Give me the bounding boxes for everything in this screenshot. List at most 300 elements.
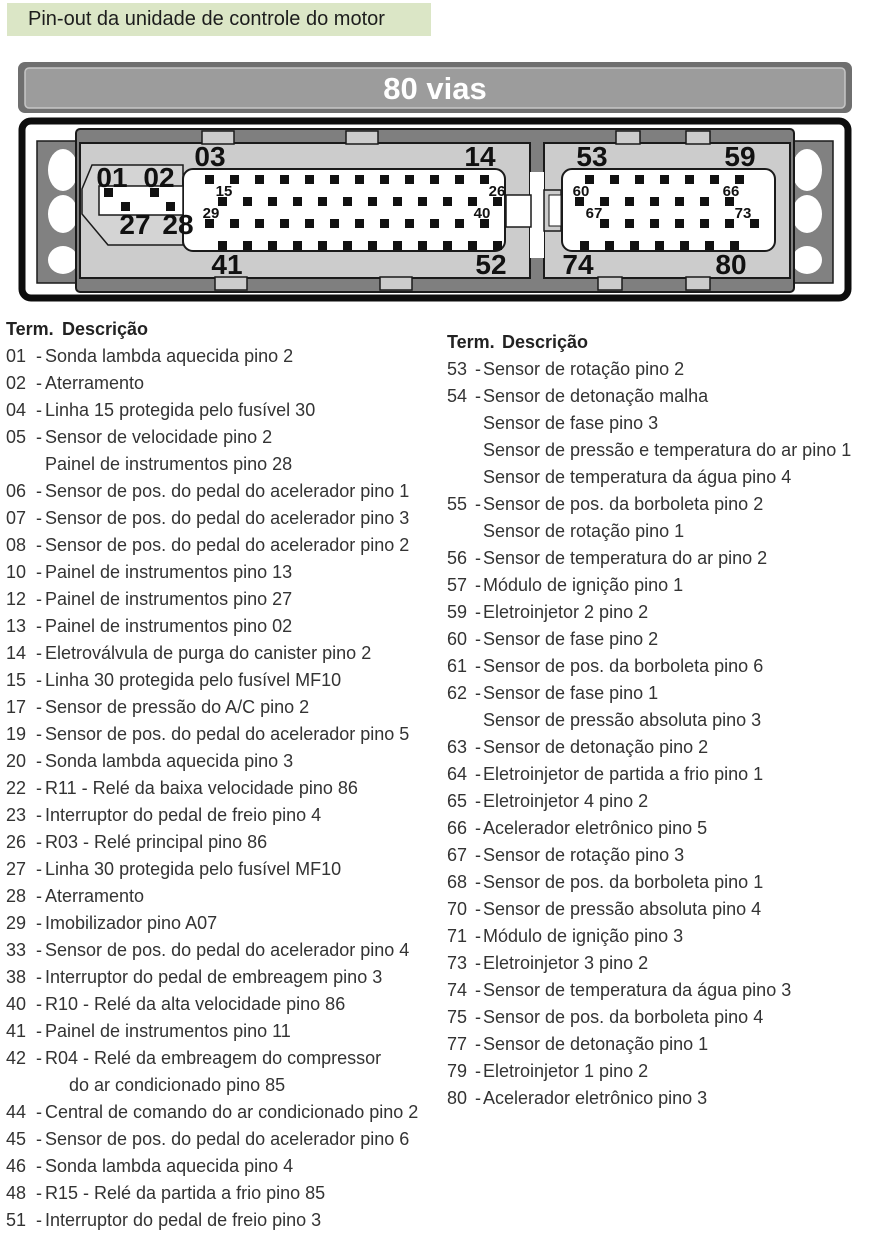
terminal-number: 40 (6, 994, 27, 1014)
terminal-number: 44 (6, 1102, 27, 1122)
terminal-description (483, 761, 870, 788)
terminal-description (45, 694, 440, 721)
terminal-description (45, 802, 440, 829)
terminal-number: 54 (447, 386, 468, 406)
terminal-row (447, 761, 870, 788)
terminal-description (483, 734, 870, 761)
dash-separator: - (36, 1156, 42, 1176)
left-latch-tab (506, 195, 531, 227)
description-line: Painel de instrumentos pino 28 (45, 454, 293, 474)
terminal-table-left (6, 316, 440, 1234)
terminal-row (447, 356, 870, 383)
terminal-description (45, 1153, 440, 1180)
dash-separator: - (36, 724, 42, 744)
dash-separator: - (36, 859, 42, 879)
pin-square (343, 197, 352, 206)
terminal-description (483, 383, 870, 491)
terminal-row (6, 640, 440, 667)
pin-label-29: 29 (202, 205, 220, 222)
terminal-description (45, 613, 440, 640)
terminal-row (6, 694, 440, 721)
pin-square (700, 197, 709, 206)
terminal-number: 33 (6, 940, 27, 960)
description-line: Módulo de ignição pino 1 (483, 575, 684, 595)
pin-label-15: 15 (215, 183, 233, 200)
terminal-number: 55 (447, 494, 468, 514)
terminal-number: 63 (447, 737, 468, 757)
description-line: Acelerador eletrônico pino 3 (483, 1088, 708, 1108)
terminal-row (6, 802, 440, 829)
terminal-number: 56 (447, 548, 468, 568)
terminal-description (483, 1058, 870, 1085)
terminal-row (447, 815, 870, 842)
description-line: R11 - Relé da baixa velocidade pino 86 (45, 778, 358, 798)
description-line: Linha 30 protegida pelo fusível MF10 (45, 670, 342, 690)
dash-separator: - (475, 1034, 481, 1054)
terminal-description (483, 1031, 870, 1058)
dash-separator: - (36, 1048, 42, 1068)
terminal-description (45, 1180, 440, 1207)
terminal-description (45, 343, 440, 370)
pin-square (455, 175, 464, 184)
dash-separator: - (36, 1183, 42, 1203)
dash-separator: - (36, 535, 42, 555)
dash-separator: - (475, 953, 481, 973)
pin-square (305, 219, 314, 228)
pin-square (280, 175, 289, 184)
header-term: Term. (447, 332, 495, 352)
right-latch-slot (549, 195, 561, 226)
dash-separator: - (36, 1102, 42, 1122)
description-line: Eletroinjetor 3 pino 2 (483, 953, 649, 973)
pin-square (368, 197, 377, 206)
connector-title: 80 vias (383, 71, 487, 106)
dash-separator: - (36, 481, 42, 501)
terminal-row (6, 721, 440, 748)
terminal-description (483, 626, 870, 653)
pin-label-14: 14 (464, 141, 496, 172)
terminal-number: 08 (6, 535, 27, 555)
description-line: Sensor de pos. do pedal do acelerador pino 1 (45, 481, 410, 501)
pin-square (650, 197, 659, 206)
page-title: Pin-out da unidade de controle do motor (7, 3, 431, 36)
pin-label-01: 01 (96, 162, 128, 193)
terminal-row (6, 1153, 440, 1180)
dash-separator: - (36, 373, 42, 393)
pin-square (700, 219, 709, 228)
terminal-number: 06 (6, 481, 27, 501)
terminal-row (447, 788, 870, 815)
terminal-row (447, 734, 870, 761)
terminal-description (483, 1085, 870, 1112)
dash-separator: - (36, 562, 42, 582)
terminal-number: 57 (447, 575, 468, 595)
description-line: Sensor de rotação pino 2 (483, 359, 685, 379)
terminal-description (45, 478, 440, 505)
pin-square (380, 175, 389, 184)
description-line: Sensor de detonação pino 1 (483, 1034, 709, 1054)
pin-square (380, 219, 389, 228)
dash-separator: - (475, 656, 481, 676)
dash-separator: - (475, 899, 481, 919)
terminal-description (45, 640, 440, 667)
terminal-description (45, 1126, 440, 1153)
dash-separator: - (36, 616, 42, 636)
dash-separator: - (36, 697, 42, 717)
description-line: Painel de instrumentos pino 02 (45, 616, 293, 636)
pin-label-60: 60 (572, 183, 590, 200)
pin-square (443, 197, 452, 206)
pin-square (480, 175, 489, 184)
terminal-row (6, 397, 440, 424)
terminal-description (45, 964, 440, 991)
pin-square (635, 175, 644, 184)
dash-separator: - (36, 1021, 42, 1041)
terminal-description (45, 424, 440, 478)
terminal-number: 41 (6, 1021, 27, 1041)
header-desc: Descrição (62, 319, 149, 339)
pin-square (675, 219, 684, 228)
description-line: Eletroinjetor 4 pino 2 (483, 791, 649, 811)
pin-square (393, 197, 402, 206)
description-line: Linha 15 protegida pelo fusível 30 (45, 400, 316, 420)
terminal-row (6, 829, 440, 856)
terminal-row (6, 991, 440, 1018)
description-line: Central de comando do ar condicionado pino 2 (45, 1102, 419, 1122)
dash-separator: - (475, 386, 481, 406)
pin-square (255, 219, 264, 228)
pin-square (280, 219, 289, 228)
terminal-description (45, 829, 440, 856)
terminal-row (447, 842, 870, 869)
dash-separator: - (36, 1210, 42, 1230)
terminal-row (6, 883, 440, 910)
terminal-row (447, 545, 870, 572)
description-line: Sonda lambda aquecida pino 2 (45, 346, 294, 366)
dash-separator: - (36, 967, 42, 987)
terminal-description (45, 370, 440, 397)
pin-square (655, 241, 664, 250)
header-desc: Descrição (502, 332, 589, 352)
table-rows-right (447, 356, 870, 1112)
pin-square (268, 241, 277, 250)
terminal-number: 73 (447, 953, 468, 973)
description-line: Sonda lambda aquecida pino 3 (45, 751, 294, 771)
terminal-description (45, 397, 440, 424)
terminal-description (483, 788, 870, 815)
terminal-number: 80 (447, 1088, 468, 1108)
description-line: Sensor de pos. da borboleta pino 4 (483, 1007, 764, 1027)
dash-separator: - (475, 602, 481, 622)
terminal-number: 17 (6, 697, 27, 717)
pin-square (650, 219, 659, 228)
terminal-row (6, 505, 440, 532)
description-line: Módulo de ignição pino 3 (483, 926, 684, 946)
dash-separator: - (36, 778, 42, 798)
dash-separator: - (36, 670, 42, 690)
description-line: Sensor de fase pino 1 (483, 683, 659, 703)
terminal-description (45, 667, 440, 694)
terminal-number: 61 (447, 656, 468, 676)
terminal-row (447, 680, 870, 734)
terminal-row (6, 910, 440, 937)
terminal-number: 42 (6, 1048, 27, 1068)
pin-label-03: 03 (194, 141, 226, 172)
terminal-description (483, 356, 870, 383)
dash-separator: - (36, 346, 42, 366)
dash-separator: - (475, 845, 481, 865)
description-line: Sensor de rotação pino 3 (483, 845, 685, 865)
description-line: Sensor de pos. da borboleta pino 1 (483, 872, 764, 892)
pin-square (318, 197, 327, 206)
description-line: Sensor de pressão do A/C pino 2 (45, 697, 310, 717)
terminal-number: 53 (447, 359, 468, 379)
dash-separator: - (475, 683, 481, 703)
terminal-row (447, 1031, 870, 1058)
terminal-number: 71 (447, 926, 468, 946)
terminal-number: 23 (6, 805, 27, 825)
terminal-number: 22 (6, 778, 27, 798)
description-line: Eletroinjetor de partida a frio pino 1 (483, 764, 764, 784)
pin-square (685, 175, 694, 184)
dash-separator: - (475, 1061, 481, 1081)
pin-square (230, 219, 239, 228)
terminal-number: 13 (6, 616, 27, 636)
pin-square (393, 241, 402, 250)
dash-separator: - (475, 926, 481, 946)
pin-square (418, 197, 427, 206)
pin-square (243, 241, 252, 250)
terminal-description (483, 869, 870, 896)
terminal-row (6, 667, 440, 694)
pin-square (443, 241, 452, 250)
terminal-row (447, 491, 870, 545)
pin-square (705, 241, 714, 250)
pin-square (675, 197, 684, 206)
terminal-row (6, 1180, 440, 1207)
pin-square (710, 175, 719, 184)
terminal-number: 38 (6, 967, 27, 987)
description-line: Acelerador eletrônico pino 5 (483, 818, 708, 838)
terminal-description (45, 1018, 440, 1045)
description-line: Sensor de pos. da borboleta pino 6 (483, 656, 764, 676)
pin-square (610, 175, 619, 184)
terminal-number: 04 (6, 400, 27, 420)
dash-separator: - (475, 980, 481, 1000)
description-line: Sensor de pressão absoluta pino 4 (483, 899, 762, 919)
description-line: Eletroválvula de purga do canister pino 2 (45, 643, 372, 663)
right-endcap (792, 141, 833, 283)
terminal-description (483, 599, 870, 626)
terminal-number: 62 (447, 683, 468, 703)
terminal-description (45, 883, 440, 910)
description-line: Painel de instrumentos pino 11 (45, 1021, 291, 1041)
dash-separator: - (36, 643, 42, 663)
terminal-number: 59 (447, 602, 468, 622)
terminal-number: 77 (447, 1034, 468, 1054)
pin-square (430, 219, 439, 228)
description-line: Sensor de detonação malha (483, 386, 709, 406)
terminal-row (447, 1085, 870, 1112)
terminal-number: 07 (6, 508, 27, 528)
left-endcap (37, 141, 78, 283)
description-line: R03 - Relé principal pino 86 (45, 832, 268, 852)
terminal-row (447, 1058, 870, 1085)
description-line: Sensor de pos. da borboleta pino 2 (483, 494, 764, 514)
terminal-description (483, 923, 870, 950)
pin-label-66: 66 (722, 183, 740, 200)
terminal-description (45, 586, 440, 613)
terminal-number: 10 (6, 562, 27, 582)
terminal-row (447, 950, 870, 977)
terminal-number: 29 (6, 913, 27, 933)
terminal-number: 19 (6, 724, 27, 744)
description-line: Sensor de detonação pino 2 (483, 737, 709, 757)
pin-square (330, 175, 339, 184)
terminal-description (45, 748, 440, 775)
pin-square (268, 197, 277, 206)
description-line: Sensor de pos. do pedal do acelerador pino 5 (45, 724, 410, 744)
terminal-number: 67 (447, 845, 468, 865)
dash-separator: - (36, 1129, 42, 1149)
terminal-row (6, 1207, 440, 1234)
terminal-number: 75 (447, 1007, 468, 1027)
pin-square (405, 219, 414, 228)
terminal-description (483, 1004, 870, 1031)
terminal-row (447, 599, 870, 626)
pin-square (418, 241, 427, 250)
description-line: R15 - Relé da partida a frio pino 85 (45, 1183, 326, 1203)
terminal-number: 45 (6, 1129, 27, 1149)
terminal-description (483, 680, 870, 734)
pin-square (625, 219, 634, 228)
terminal-number: 05 (6, 427, 27, 447)
terminal-row (6, 586, 440, 613)
terminal-number: 64 (447, 764, 468, 784)
terminal-row (447, 923, 870, 950)
pin-square (430, 175, 439, 184)
pin-square (330, 219, 339, 228)
description-line: do ar condicionado pino 85 (69, 1075, 286, 1095)
description-line: Imobilizador pino A07 (45, 913, 218, 933)
connector-diagram (0, 62, 870, 304)
dash-separator: - (36, 940, 42, 960)
description-line: R04 - Relé da embreagem do compressor (45, 1048, 382, 1068)
terminal-row (6, 1045, 440, 1099)
dash-separator: - (475, 818, 481, 838)
terminal-description (483, 950, 870, 977)
terminal-row (6, 613, 440, 640)
pin-square (625, 197, 634, 206)
description-line: Sensor de fase pino 2 (483, 629, 659, 649)
dash-separator: - (475, 575, 481, 595)
terminal-row (6, 424, 440, 478)
pin-square (255, 175, 264, 184)
pin-square (305, 175, 314, 184)
terminal-description (45, 505, 440, 532)
pin-label-26: 26 (488, 183, 506, 200)
pin-label-02: 02 (143, 162, 175, 193)
pin-square (318, 241, 327, 250)
terminal-description (45, 775, 440, 802)
terminal-description (45, 856, 440, 883)
terminal-number: 15 (6, 670, 27, 690)
dash-separator: - (36, 751, 42, 771)
block-gap (530, 172, 544, 258)
pin-label-52: 52 (475, 249, 507, 280)
dash-separator: - (475, 1088, 481, 1108)
dash-separator: - (475, 1007, 481, 1027)
terminal-description (45, 1045, 440, 1099)
table-rows-left (6, 343, 440, 1234)
dash-separator: - (36, 886, 42, 906)
table-header-right (447, 329, 870, 356)
terminal-description (45, 910, 440, 937)
table-header-left (6, 316, 440, 343)
dash-separator: - (36, 805, 42, 825)
pin-square (293, 197, 302, 206)
header-term: Term. (6, 319, 54, 339)
terminal-row (6, 775, 440, 802)
terminal-row (6, 964, 440, 991)
dash-separator: - (475, 791, 481, 811)
pin-label-40: 40 (473, 205, 491, 222)
dash-separator: - (36, 913, 42, 933)
description-line: Eletroinjetor 1 pino 2 (483, 1061, 649, 1081)
description-line: Interruptor do pedal de embreagem pino 3 (45, 967, 383, 987)
pin-square (368, 241, 377, 250)
terminal-number: 27 (6, 859, 27, 879)
terminal-number: 51 (6, 1210, 27, 1230)
dash-separator: - (36, 508, 42, 528)
pin-square (205, 175, 214, 184)
terminal-description (45, 532, 440, 559)
pin-label-59: 59 (724, 141, 756, 172)
terminal-number: 01 (6, 346, 27, 366)
terminal-description (483, 842, 870, 869)
pin-square (405, 175, 414, 184)
pin-label-41: 41 (211, 249, 243, 280)
terminal-description (483, 572, 870, 599)
pin-square (630, 241, 639, 250)
terminal-description (483, 896, 870, 923)
description-line: Sensor de temperatura do ar pino 2 (483, 548, 768, 568)
terminal-row (6, 559, 440, 586)
pin-square (293, 241, 302, 250)
dash-separator: - (36, 400, 42, 420)
terminal-row (6, 937, 440, 964)
terminal-row (6, 370, 440, 397)
terminal-number: 46 (6, 1156, 27, 1176)
description-line: Aterramento (45, 886, 145, 906)
terminal-row (447, 869, 870, 896)
description-line: Sensor de pressão e temperatura do ar pino 1 (483, 440, 852, 460)
terminal-number: 12 (6, 589, 27, 609)
description-line: Sensor de rotação pino 1 (483, 521, 685, 541)
dash-separator: - (475, 548, 481, 568)
terminal-number: 68 (447, 872, 468, 892)
pin-square (355, 219, 364, 228)
terminal-row (6, 1126, 440, 1153)
pin-label-73: 73 (734, 205, 752, 222)
dash-separator: - (36, 589, 42, 609)
description-line: Interruptor do pedal de freio pino 3 (45, 1210, 322, 1230)
dash-separator: - (475, 629, 481, 649)
terminal-description (45, 937, 440, 964)
pin-square (750, 219, 759, 228)
pin-square (343, 241, 352, 250)
dash-separator: - (475, 764, 481, 784)
